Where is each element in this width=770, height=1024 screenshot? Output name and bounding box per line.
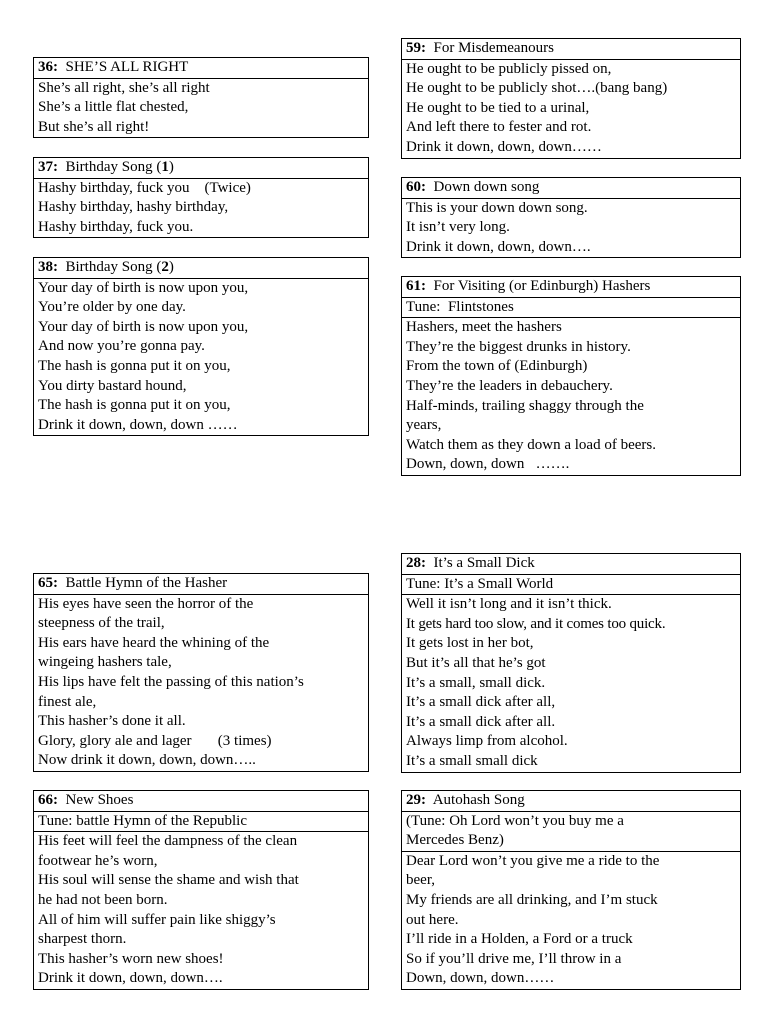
- song-title-text: Birthday Song (: [65, 159, 162, 175]
- song-36: [33, 57, 369, 138]
- lyric-line: Dear Lord won’t you give me a ride to the: [406, 852, 660, 869]
- song-lyrics: [34, 79, 368, 138]
- lyric-line: he had not been born.: [38, 891, 168, 908]
- song-title: [34, 791, 368, 812]
- song-title-number: 2: [161, 259, 169, 275]
- song-number: 66:: [38, 792, 58, 808]
- song-lyrics: [402, 852, 740, 989]
- song-title-close: ): [168, 259, 174, 275]
- lyric-line: Half-minds, trailing shaggy through the: [406, 397, 644, 414]
- lyric-line: Down, down, down …….: [406, 456, 570, 473]
- lyric-line: They’re the leaders in debauchery.: [406, 377, 613, 394]
- lyric-line: Your day of birth is now upon you,: [38, 279, 249, 296]
- song-lyrics: [34, 279, 368, 436]
- song-66: [33, 790, 369, 990]
- song-title: [402, 178, 740, 199]
- song-number: 36:: [38, 59, 58, 75]
- song-title-number: 1: [161, 159, 169, 175]
- song-38: [33, 257, 369, 436]
- song-lyrics: [402, 199, 740, 258]
- lyric-line: You dirty bastard hound,: [38, 377, 187, 394]
- song-title-text: New Shoes: [65, 792, 134, 808]
- lyric-line: His eyes have seen the horror of the: [38, 595, 254, 612]
- lyric-line: The hash is gonna put it on you,: [38, 357, 231, 374]
- lyric-line: He ought to be publicly pissed on,: [406, 60, 612, 77]
- lyric-line: So if you’ll drive me, I’ll throw in a: [406, 950, 622, 967]
- lyric-line: You’re older by one day.: [38, 299, 186, 316]
- song-title-close: ): [168, 159, 174, 175]
- song-lyrics: [34, 595, 368, 771]
- lyric-line: Now drink it down, down, down…..: [38, 752, 256, 769]
- lyric-line: But she’s all right!: [38, 118, 150, 135]
- lyric-line: It gets lost in her bot,: [406, 635, 534, 652]
- song-lyrics: [402, 318, 740, 475]
- song-65: [33, 573, 369, 772]
- song-tune: [402, 812, 740, 852]
- song-number: 38:: [38, 259, 58, 275]
- song-tune: Tune: Flintstones: [402, 298, 740, 319]
- lyric-line: Drink it down, down, down ……: [38, 416, 238, 433]
- lyric-line: Glory, glory ale and lager (3 times): [38, 732, 272, 749]
- song-lyrics: [34, 179, 368, 238]
- song-title: [402, 791, 740, 812]
- lyric-line: And now you’re gonna pay.: [38, 338, 205, 355]
- lyric-line: It’s a small dick after all.: [406, 713, 556, 730]
- song-number: 37:: [38, 159, 58, 175]
- lyric-line: This hasher’s worn new shoes!: [38, 950, 224, 967]
- song-title: [34, 574, 368, 595]
- lyric-line: It isn’t very long.: [406, 219, 510, 236]
- song-lyrics: [402, 60, 740, 158]
- lyric-line: Your day of birth is now upon you,: [38, 318, 249, 335]
- song-59: [401, 38, 741, 159]
- song-title-text: For Misdemeanours: [433, 40, 554, 56]
- song-lyrics: [402, 595, 740, 771]
- song-title: [34, 58, 368, 79]
- lyric-line: steepness of the trail,: [38, 615, 165, 632]
- lyric-line: Well it isn’t long and it isn’t thick.: [406, 596, 612, 613]
- lyric-line: beer,: [406, 872, 435, 889]
- song-number: 61:: [406, 278, 426, 294]
- song-title-text: Autohash Song: [432, 792, 525, 808]
- song-title-text: It’s a Small Dick: [433, 555, 535, 571]
- song-29: [401, 790, 741, 990]
- lyric-line: sharpest thorn.: [38, 931, 127, 948]
- song-title-text: Battle Hymn of the Hasher: [65, 575, 228, 591]
- song-number: 28:: [406, 555, 426, 571]
- song-61: [401, 276, 741, 476]
- song-title-text: SHE’S ALL RIGHT: [65, 59, 189, 75]
- lyric-line: Hashy birthday, hashy birthday,: [38, 199, 229, 216]
- lyric-line: The hash is gonna put it on you,: [38, 397, 231, 414]
- lyric-line: His feet will feel the dampness of the clean: [38, 833, 298, 850]
- lyric-line: His lips have felt the passing of this nation’s: [38, 673, 304, 690]
- song-number: 60:: [406, 179, 426, 195]
- lyric-line: It’s a small dick after all,: [406, 694, 556, 711]
- lyric-line: It’s a small small dick: [406, 752, 538, 769]
- lyric-line: Hashy birthday, fuck you (Twice): [38, 179, 251, 196]
- lyric-line: My friends are all drinking, and I’m stuck: [406, 891, 658, 908]
- song-title: [402, 277, 740, 298]
- lyric-line: Always limp from alcohol.: [406, 733, 568, 750]
- lyric-line: Down, down, down……: [406, 970, 555, 987]
- song-title: [34, 258, 368, 279]
- lyric-line: They’re the biggest drunks in history.: [406, 338, 631, 355]
- tune-line: (Tune: Oh Lord won’t you buy me a: [406, 812, 624, 829]
- lyric-line: But it’s all that he’s got: [406, 654, 546, 671]
- song-tune: Tune: It’s a Small World: [402, 575, 740, 596]
- song-tune: Tune: battle Hymn of the Republic: [34, 812, 368, 833]
- lyric-line: He ought to be tied to a urinal,: [406, 99, 590, 116]
- song-title-text: Down down song: [433, 179, 540, 195]
- song-number: 29:: [406, 792, 426, 808]
- lyric-line: Drink it down, down, down….: [406, 238, 591, 255]
- lyric-line: It gets hard too slow, and it comes too quick.: [406, 615, 666, 632]
- song-title-text: For Visiting (or Edinburgh) Hashers: [433, 278, 651, 294]
- lyric-line: And left there to fester and rot.: [406, 119, 592, 136]
- lyric-line: Hashy birthday, fuck you.: [38, 218, 194, 235]
- song-28: [401, 553, 741, 773]
- lyric-line: out here.: [406, 911, 459, 928]
- lyric-line: His ears have heard the whining of the: [38, 634, 270, 651]
- lyric-line: All of him will suffer pain like shiggy’s: [38, 911, 276, 928]
- lyric-line: It’s a small, small dick.: [406, 674, 546, 691]
- lyric-line: From the town of (Edinburgh): [406, 358, 588, 375]
- lyric-line: years,: [406, 417, 442, 434]
- lyric-line: I’ll ride in a Holden, a Ford or a truck: [406, 931, 633, 948]
- lyric-line: finest ale,: [38, 693, 97, 710]
- lyric-line: This is your down down song.: [406, 199, 588, 216]
- song-number: 65:: [38, 575, 58, 591]
- lyric-line: This hasher’s done it all.: [38, 713, 186, 730]
- lyric-line: She’s a little flat chested,: [38, 99, 189, 116]
- song-title: [402, 39, 740, 60]
- song-lyrics: [34, 832, 368, 989]
- lyric-line: She’s all right, she’s all right: [38, 79, 210, 96]
- song-60: [401, 177, 741, 258]
- lyric-line: Drink it down, down, down….: [38, 970, 223, 987]
- song-title-text: Birthday Song (: [65, 259, 162, 275]
- lyric-line: Hashers, meet the hashers: [406, 319, 562, 336]
- song-title: [402, 554, 740, 575]
- tune-line: Mercedes Benz): [406, 832, 504, 849]
- lyric-line: Drink it down, down, down……: [406, 138, 602, 155]
- lyric-line: Watch them as they down a load of beers.: [406, 436, 656, 453]
- lyric-line: His soul will sense the shame and wish that: [38, 872, 299, 889]
- song-title: [34, 158, 368, 179]
- lyric-line: wingeing hashers tale,: [38, 654, 172, 671]
- lyric-line: He ought to be publicly shot….(bang bang): [406, 80, 668, 97]
- song-number: 59:: [406, 40, 426, 56]
- song-37: [33, 157, 369, 238]
- lyric-line: footwear he’s worn,: [38, 852, 158, 869]
